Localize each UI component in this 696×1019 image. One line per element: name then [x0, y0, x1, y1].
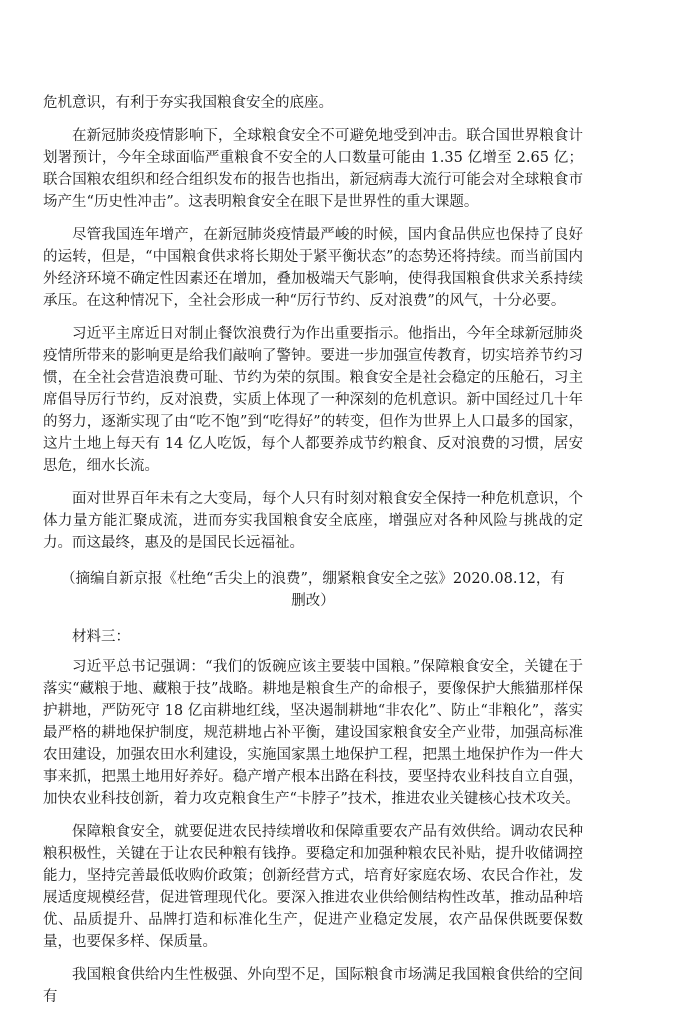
- paragraph-global-impact: 在新冠肺炎疫情影响下，全球粮食安全不可避免地受到冲击。联合国世界粮食计划署预计，今年全球面临严重粮食不安全的人口数量可能由 1.35 亿增至 2.65 亿；联合国粮农组织和经合组织发布的报告也指出，新冠病毒大流行可能会对全球粮食市场产生“历史性冲击”。这表明粮食安全在眼下是世界性的重大课题。: [43, 128, 583, 210]
- paragraph-supply-structure: 我国粮食供给内生性极强、外向型不足，国际粮食市场满足我国粮食供给的空间有: [43, 967, 583, 1005]
- source-citation: （摘编自新京报《杜绝“舌尖上的浪费”，绷紧粮食安全之弦》2020.08.12，有删改）: [61, 571, 565, 609]
- paragraph-conclusion: 面对世界百年未有之大变局，每个人只有时刻对粮食安全保持一种危机意识，个体力量方能汇聚成流，进而夯实我国粮食安全底座，增强应对各种风险与挑战的定力。而这最终，惠及的是国民长远福祉。: [43, 491, 583, 551]
- paragraph-intro-continued: 危机意识，有利于夯实我国粮食安全的底座。: [43, 95, 333, 111]
- paragraph-domestic-supply: 尽管我国连年增产，在新冠肺炎疫情最严峻的时候，国内食品供应也保持了良好的运转，但是，“中国粮食供求将长期处于紧平衡状态”的态势还将持续。而当前国内外经济环境不确定性因素还在增加，叠加极端天气影响，使得我国粮食供求关系持续承压。在这种情况下，全社会形成一种“厉行节约、反对浪费”的风气，十分必要。: [43, 227, 583, 309]
- paragraph-farmland-technology: 习近平总书记强调：“我们的饭碗应该主要装中国粮。”保障粮食安全，关键在于落实“藏粮于地、藏粮于技”战略。耕地是粮食生产的命根子，要像保护大熊猫那样保护耕地，严防死守 18 亿亩耕地红线，坚决遏制耕地“非农化”、防止“非粮化”，落实最严格的耕地保护制度，规范耕地占补平衡，建设国家粮食安全产业带，加强高标准农田建设，加强农田水利建设，实施国家黑土地保护工程，把黑土地保护作为一件大事来抓，把黑土地用好养好。稳产增产根本出路在科技，要坚持农业科技自立自强，加快农业科技创新，着力攻克粮食生产“卡脖子”技术，推进农业关键核心技术攻关。: [43, 659, 583, 807]
- paragraph-farmer-income: 保障粮食安全，就要促进农民持续增收和保障重要农产品有效供给。调动农民种粮积极性，关键在于让农民种粮有钱挣。要稳定和加强种粮农民补贴，提升收储调控能力，坚持完善最低收购价政策；创新经营方式，培育好家庭农场、农民合作社，发展适度规模经营，促进管理现代化。要深入推进农业供给侧结构性改革，推动品种培优、品质提升、品牌打造和标准化生产，促进产业稳定发展，农产品保供既要保数量，也要保多样、保质量。: [43, 824, 583, 950]
- paragraph-instruction: 习近平主席近日对制止餐饮浪费行为作出重要指示。他指出，今年全球新冠肺炎疫情所带来的影响更是给我们敲响了警钟。要进一步加强宣传教育，切实培养节约习惯，在全社会营造浪费可耻、节约为荣的氛围。粮食安全是社会稳定的压舱石，习主席倡导厉行节约，反对浪费，实质上体现了一种深刻的危机意识。新中国经过几十年的努力，逐渐实现了由“吃不饱”到“吃得好”的转变，但作为世界上人口最多的国家，这片土地上每天有 14 亿人吃饭，每个人都要养成节约粮食、反对浪费的习惯，居安思危，细水长流。: [43, 326, 583, 474]
- material-three-heading: 材料三：: [72, 629, 130, 645]
- document-page: [43, 92, 583, 1019]
